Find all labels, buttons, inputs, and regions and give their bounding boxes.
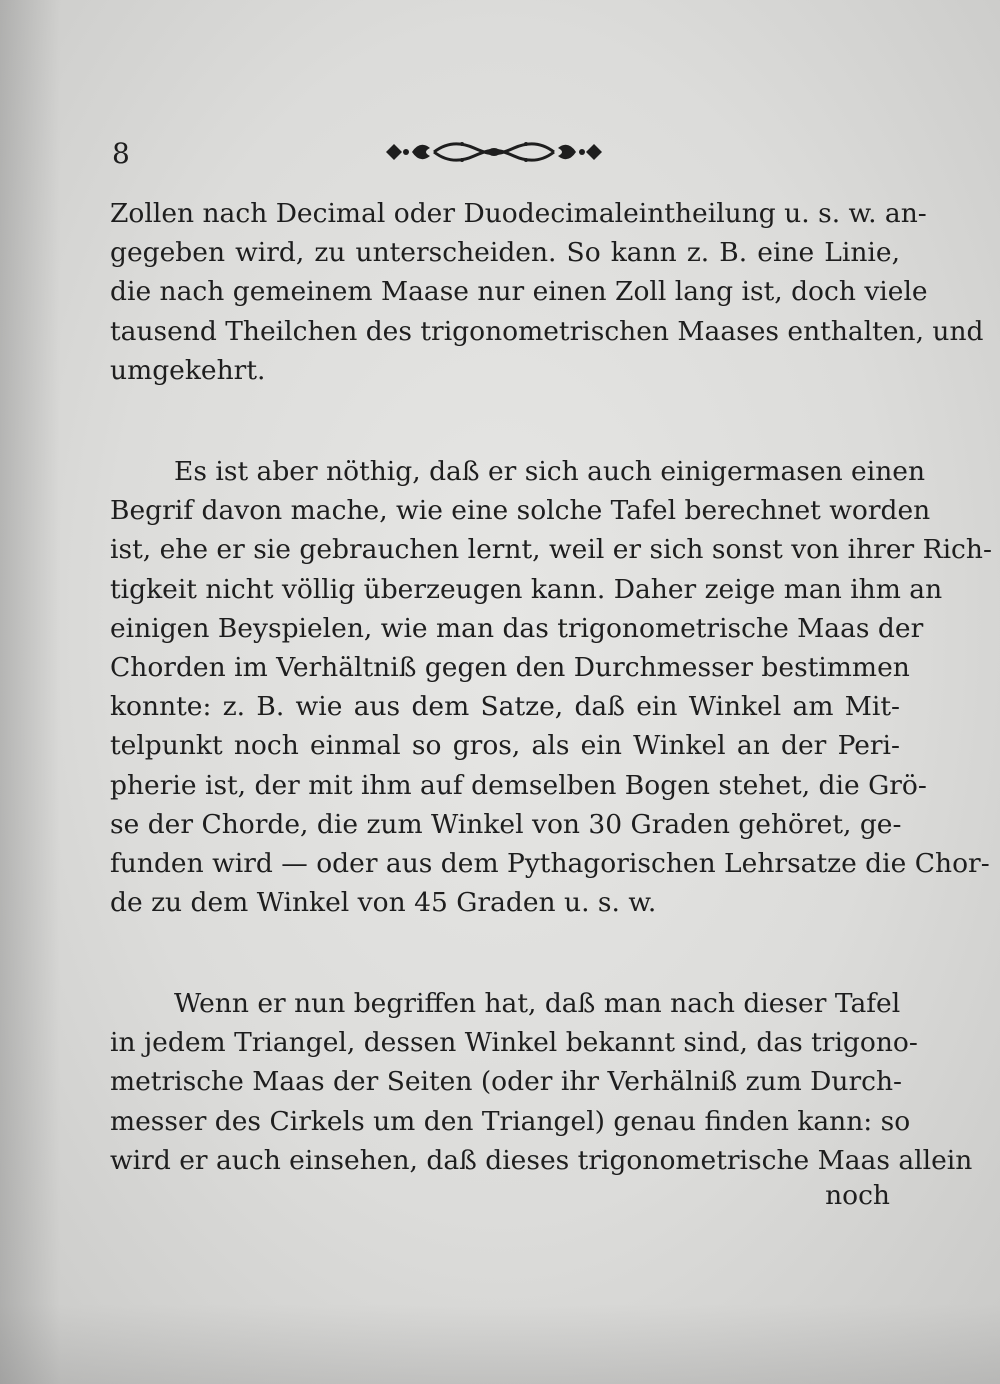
text-line: Chorden im Verhältniß gegen den Durchmesser bestimmen [110, 652, 910, 684]
text-line: messer des Cirkels um den Triangel) genau finden kann: so [110, 1105, 911, 1137]
text-line: se der Chorde, die zum Winkel von 30 Graden gehöret, ge- [110, 808, 902, 840]
text-line: ist, ehe er sie gebrauchen lernt, weil er sich sonst von ihrer Rich- [110, 534, 992, 566]
text-line: Begrif davon mache, wie eine solche Tafel berechnet worden [110, 495, 931, 527]
text-line: umgekehrt. [110, 354, 266, 386]
paragraph-2 [110, 452, 992, 922]
text-line: telpunkt noch einmal so gros, als ein Winkel an der Peri- [110, 730, 900, 762]
page-number: 8 [112, 137, 130, 170]
text-line: konnte: z. B. wie aus dem Satze, daß ein Winkel am Mit- [110, 691, 900, 723]
text-line: pherie ist, der mit ihm auf demselben Bogen stehet, die Grö- [110, 769, 927, 801]
paragraph-1 [110, 194, 984, 390]
text-line: die nach gemeinem Maase nur einen Zoll lang ist, doch viele [110, 276, 928, 308]
text-line: in jedem Triangel, dessen Winkel bekannt sind, das trigono- [110, 1027, 918, 1059]
text-line: einigen Beyspielen, wie man das trigonometrische Maas der [110, 612, 924, 644]
text-line: de zu dem Winkel von 45 Graden u. s. w. [110, 887, 657, 919]
text-line: gegeben wird, zu unterscheiden. So kann z. B. eine Linie, [110, 237, 900, 269]
text-line: tigkeit nicht völlig überzeugen kann. Daher zeige man ihm an [110, 573, 943, 605]
text-line: Wenn er nun begriffen hat, daß man nach dieser Tafel [174, 988, 901, 1019]
page-shadow-bottom [0, 1304, 1000, 1384]
text-line: Es ist aber nöthig, daß er sich auch einigermasen einen [174, 456, 926, 487]
paragraph-3 [110, 984, 973, 1180]
page-shadow-left [0, 0, 60, 1384]
text-line: Zollen nach Decimal oder Duodecimaleintheilung u. s. w. an- [110, 198, 927, 229]
fleuron-ornament-icon [382, 130, 606, 174]
text-line: tausend Theilchen des trigonometrischen Maases enthalten, und [110, 315, 984, 347]
text-line: wird er auch einsehen, daß dieses trigonometrische Maas allein [110, 1144, 973, 1176]
text-line: metrische Maas der Seiten (oder ihr Verhälniß zum Durch- [110, 1066, 902, 1098]
catchword: noch [825, 1180, 890, 1211]
text-line: funden wird — oder aus dem Pythagorischen Lehrsatze die Chor- [110, 848, 990, 880]
